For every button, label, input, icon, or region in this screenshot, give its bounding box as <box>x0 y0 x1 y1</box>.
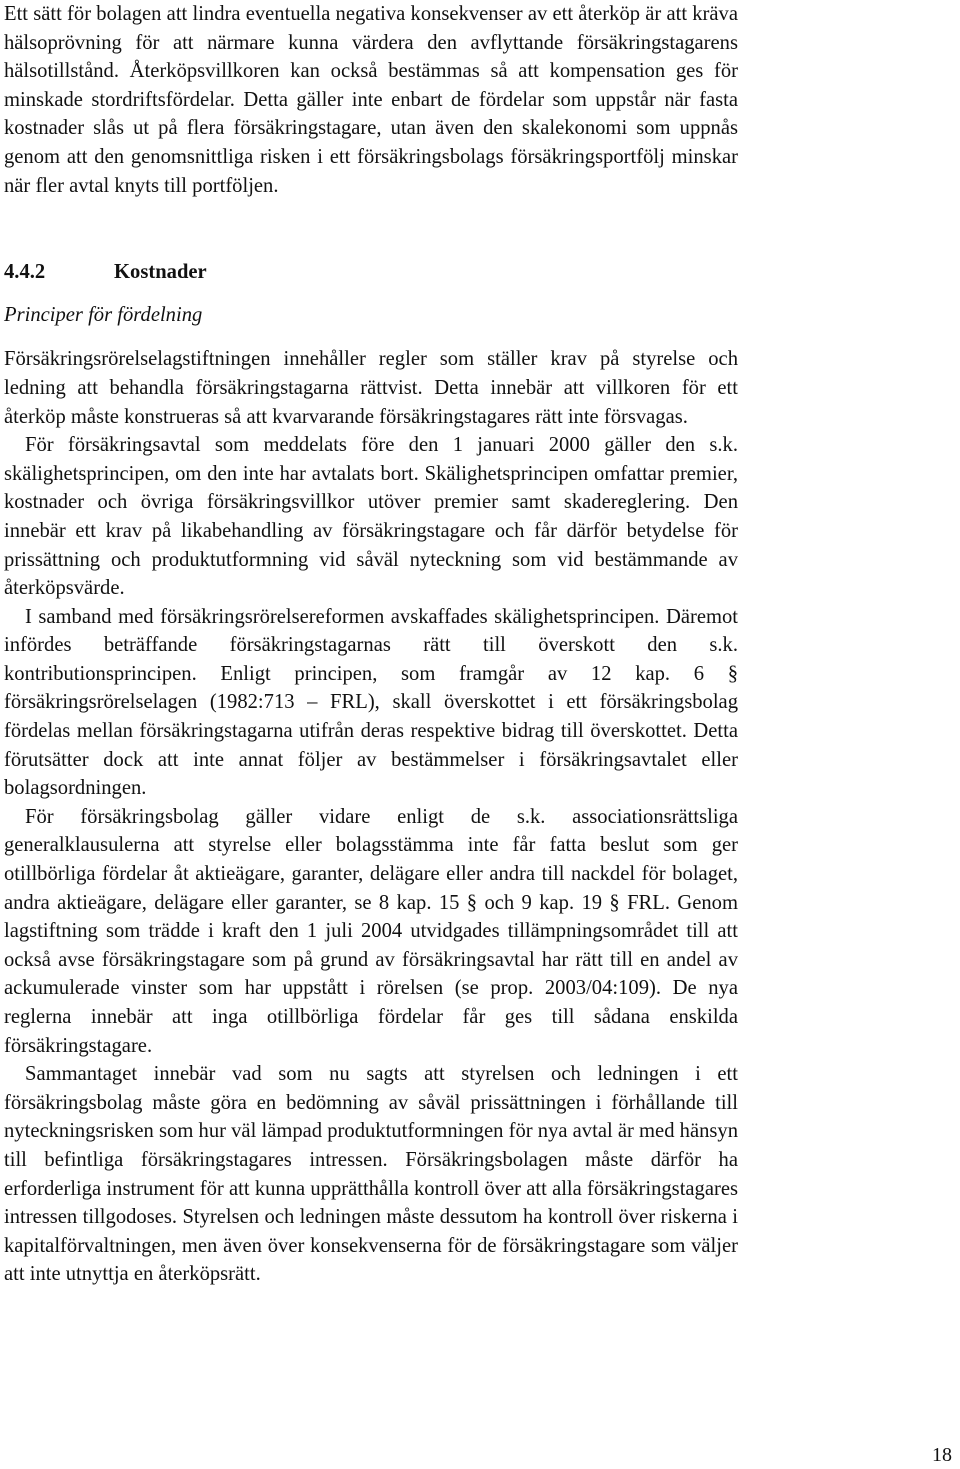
section-number: 4.4.2 <box>4 261 46 284</box>
section-heading <box>4 258 738 287</box>
paragraph-intro: Ett sätt för bolagen att lindra eventuella negativa konsekvenser av ett återköp är att kräva hälsoprövning för att närmare kunna värdera den avflyttande försäkringstagarens hälsotillstånd. Återköpsvillkoren kan också bestämmas så att kompensation ges för minskade stordriftsfördelar. Detta gäller inte enbart de fördelar som uppstår när fasta kostnader slås ut på flera försäkringstagare, utan även den skalekonomi som uppnås genom att den genomsnittliga risken i ett försäkringsbolags försäkringsportfölj minskar när fler avtal knyts till portföljen. <box>4 3 738 197</box>
paragraph-summary: Sammantaget innebär vad som nu sagts att styrelsen och ledningen i ett försäkringsbolag måste göra en bedömning av såväl prissättningen i förhållande till nyteckningsrisken som hur väl lämpad produktutformningen för nya avtal är med hänsyn till befintliga försäkringstagares intressen. Försäkringsbolagen måste därför ha erforderliga instrument för att kunna upprätthålla kontroll över att alla försäkringstagares intressen tillgodoses. Styrelsen och ledningen måste dessutom ha kontroll över riskerna i kapitalförvaltningen, men även över konsekvenserna för de försäkringstagare som väljer att inte utnyttja en återköpsrätt. <box>4 1063 738 1286</box>
section-title: Kostnader <box>114 261 207 284</box>
page-number: 18 <box>932 1444 952 1466</box>
paragraph-fairness-principle: För försäkringsavtal som meddelats före den 1 januari 2000 gäller den s.k. skälighetsprincipen, om den inte har avtalats bort. Skälighetsprincipen omfattar premier, kostnader och övriga försäkringsvillkor utöver premier samt skadereglering. Den innebär ett krav på likabehandling av försäkringstagare och får därför betydelse för prissättning och produktutformning vid såväl nyteckning som vid bestämmande av återköpsvärde. <box>4 434 738 600</box>
paragraph-regulations: Försäkringsrörelselagstiftningen innehåller regler som ställer krav på styrelse och ledning att behandla försäkringstagarna rättvist. Detta innebär att villkoren för ett återköp måste konstrueras så att kvarvarande försäkringstagares rätt inte försvagas. <box>4 348 738 428</box>
paragraph-contribution-principle: I samband med försäkringsrörelsereformen avskaffades skälighetsprincipen. Däremot infördes beträffande försäkringstagarnas rätt till överskott den s.k. kontributionsprincipen. Enligt principen, som framgår av 12 kap. 6 § försäkringsrörelselagen (1982:713 – FRL), skall överskottet i ett försäkringsbolag fördelas mellan försäkringstagarna utifrån deras respektive bidrag till överskottet. Detta förutsätter dock att inte annat följer av bestämmelser i försäkringsavtalet eller bolagsordningen. <box>4 605 738 800</box>
document-page <box>4 0 738 1289</box>
section-subtitle: Principer för fördelning <box>4 303 203 326</box>
paragraph-general-clauses: För försäkringsbolag gäller vidare enligt de s.k. associationsrättsliga generalklausulerna att styrelse eller bolagsstämma inte får fatta beslut som ger otillbörliga fördelar åt aktieägare, garanter, delägare eller andra till nackdel för bolaget, andra aktieägare, delägare eller garanter, se 8 kap. 15 § och 9 kap. 19 § FRL. Genom lagstiftning som trädde i kraft den 1 juli 2004 utvidgades tillämpningsområdet till att också avse försäkringstagare som på grund av försäkringsavtal har rätt till en andel av ackumulerade vinster som har uppstått i rörelsen (se prop. 2003/04:109). De nya reglerna innebär att inga otillbörliga fördelar får ges till sådana enskilda försäkringstagare. <box>4 805 738 1057</box>
